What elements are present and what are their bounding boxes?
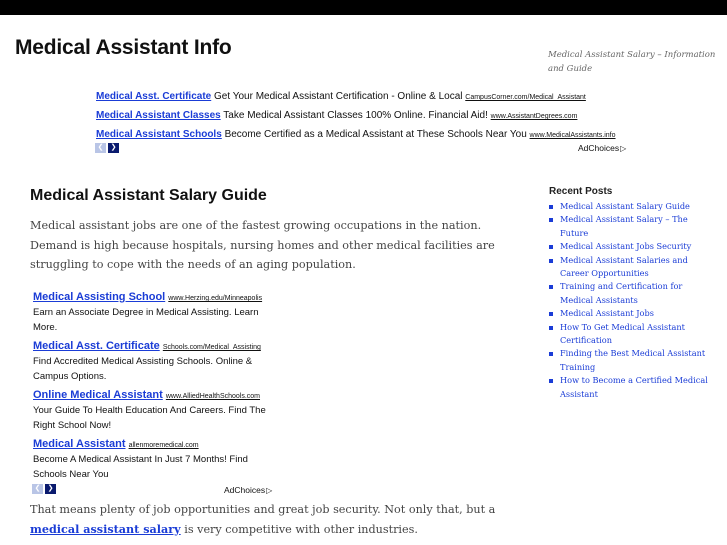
inline-ad	[33, 437, 283, 482]
top-ad-nav	[95, 143, 119, 153]
recent-posts-heading: Recent Posts	[549, 186, 613, 197]
recent-post-item	[549, 280, 709, 307]
top-ad-block	[96, 88, 636, 145]
post-paragraph-2-text-end: is very competitive with other industries.	[180, 522, 418, 536]
recent-post-link[interactable]: Medical Assistant Salary – The Future	[560, 214, 688, 238]
adchoices-label: AdChoices	[578, 143, 620, 153]
inline-ad-url[interactable]: allenmoremedical.com	[128, 442, 199, 449]
top-ad-row	[96, 88, 636, 107]
inline-ad-description: Your Guide To Health Education And Careers. Find The Right School Now!	[33, 405, 266, 431]
recent-posts-sidebar	[549, 186, 709, 401]
top-ad-prev-button[interactable]: ❮	[95, 143, 106, 153]
top-ad-title[interactable]: Medical Asst. Certificate	[96, 91, 212, 102]
recent-post-link[interactable]: Medical Assistant Jobs Security	[560, 241, 692, 252]
inline-ad-nav	[32, 484, 56, 494]
post-intro-paragraph: Medical assistant jobs are one of the fastest growing occupations in the nation. Demand is high because hospitals, nursing homes and other medical facilities are struggling to cope with the needs of an aging population.	[30, 219, 495, 271]
site-title[interactable]: Medical Assistant Info	[15, 36, 232, 59]
inline-adchoices-link[interactable]	[224, 485, 272, 495]
recent-post-item	[549, 321, 709, 348]
top-adchoices-link[interactable]	[578, 143, 626, 153]
recent-post-link[interactable]: How to Become a Certified Medical Assistant	[560, 375, 708, 399]
recent-post-link[interactable]: How To Get Medical Assistant Certification	[560, 321, 685, 346]
inline-ad	[33, 290, 283, 335]
inline-ad	[33, 339, 283, 384]
recent-post-link[interactable]: Training and Certification for Medical Assistants	[560, 281, 683, 305]
recent-post-link[interactable]: Medical Assistant Salary Guide	[560, 201, 690, 211]
recent-posts-list	[549, 200, 709, 401]
recent-post-link[interactable]: Medical Assistant Jobs	[560, 308, 654, 319]
inline-ad-description: Become A Medical Assistant In Just 7 Months! Find Schools Near You	[33, 454, 248, 480]
site-tagline: Medical Assistant Salary – Information and Guide	[548, 50, 716, 74]
top-ad-url[interactable]: www.AssistantDegrees.com	[490, 113, 578, 120]
top-ad-text: Become Certified as a Medical Assistant at These Schools Near You	[224, 129, 527, 140]
recent-post-item	[549, 254, 709, 281]
inline-ad-url[interactable]: www.Herzing.edu/Minneapolis	[168, 295, 263, 302]
inline-ad-block	[33, 290, 283, 486]
inline-ad-next-button[interactable]: ❯	[45, 484, 56, 494]
inline-ad-title[interactable]: Medical Asst. Certificate	[33, 340, 160, 352]
top-ad-title[interactable]: Medical Assistant Schools	[96, 129, 222, 140]
inline-ad-description: Find Accredited Medical Assisting Schools. Online & Campus Options.	[33, 356, 253, 382]
recent-post-item	[549, 200, 709, 213]
inline-ad-description: Earn an Associate Degree in Medical Assisting. Learn More.	[33, 307, 259, 333]
recent-post-item	[549, 240, 709, 253]
top-ad-next-button[interactable]: ❯	[108, 143, 119, 153]
recent-post-item	[549, 213, 709, 240]
post-paragraph-2-text: That means plenty of job opportunities and great job security. Not only that, but a	[30, 503, 496, 516]
top-ad-text: Get Your Medical Assistant Certification - Online & Local	[214, 91, 463, 102]
inline-ad-title[interactable]: Medical Assisting School	[33, 291, 166, 303]
top-ad-text: Take Medical Assistant Classes 100% Online. Financial Aid!	[223, 110, 488, 121]
top-ad-url[interactable]: CampusCorner.com/Medical_Assistant	[465, 94, 586, 101]
inline-ad-url[interactable]: Schools.com/Medical_Assisting	[162, 344, 261, 351]
post-paragraph-2	[30, 500, 520, 539]
top-black-bar	[0, 0, 727, 15]
top-ad-row	[96, 126, 636, 145]
top-ad-row	[96, 107, 636, 126]
adchoices-label: AdChoices	[224, 485, 266, 495]
inline-ad-title[interactable]: Medical Assistant	[33, 438, 126, 450]
recent-post-item	[549, 347, 709, 374]
inline-ad-prev-button[interactable]: ❮	[32, 484, 43, 494]
recent-post-item	[549, 374, 709, 401]
inline-ad-title[interactable]: Online Medical Assistant	[33, 389, 163, 401]
medical-assistant-salary-link[interactable]: medical assistant salary	[30, 521, 181, 536]
adchoices-icon: ▷	[266, 486, 273, 495]
recent-post-link[interactable]: Medical Assistant Salaries and Career Opportunities	[560, 254, 688, 279]
inline-ad-url[interactable]: www.AlliedHealthSchools.com	[165, 393, 261, 400]
recent-post-item	[549, 307, 709, 320]
top-ad-url[interactable]: www.MedicalAssistants.info	[529, 132, 616, 139]
adchoices-icon: ▷	[620, 144, 627, 153]
recent-post-link[interactable]: Finding the Best Medical Assistant Training	[560, 348, 706, 372]
post-title[interactable]: Medical Assistant Salary Guide	[30, 187, 267, 204]
top-ad-title[interactable]: Medical Assistant Classes	[96, 110, 221, 121]
inline-ad	[33, 388, 283, 433]
